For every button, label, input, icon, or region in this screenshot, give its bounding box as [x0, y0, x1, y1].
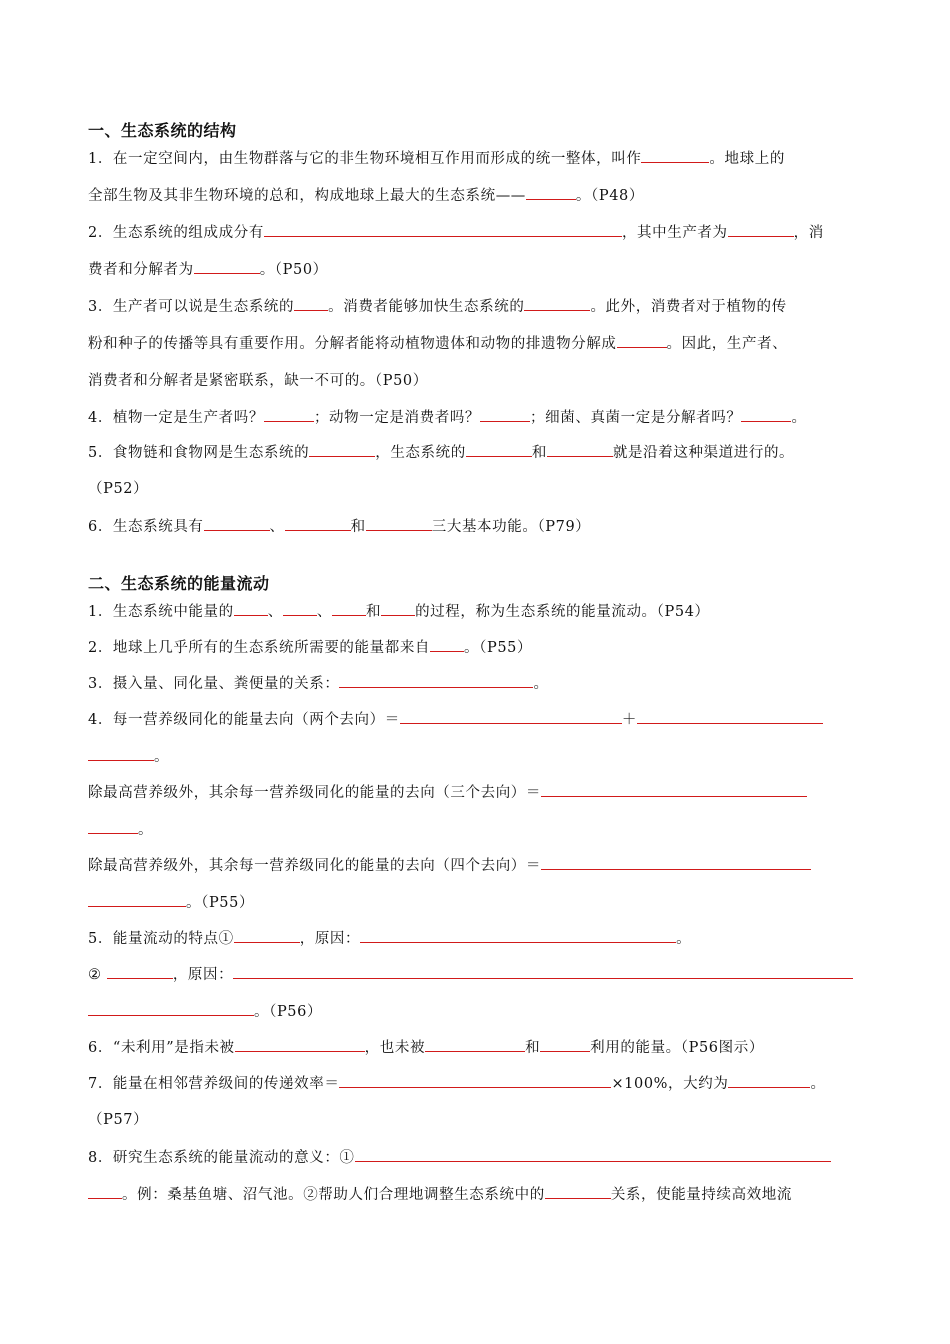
energy-item-8-line-1: 8．研究生态系统的能量流动的意义：① — [88, 1147, 864, 1168]
answer-blank[interactable] — [234, 601, 268, 616]
energy-item-2: 2．地球上几乎所有的生态系统所需要的能量都来自 。（P55） — [88, 637, 864, 658]
answer-blank[interactable] — [339, 1073, 611, 1088]
energy-item-4-line-2: 。 — [88, 746, 864, 767]
answer-blank[interactable] — [641, 148, 709, 163]
energy-item-3: 3．摄入量、同化量、粪便量的关系： 。 — [88, 673, 864, 694]
answer-blank[interactable] — [466, 442, 532, 457]
energy-item-5-line-1: 5．能量流动的特点① ，原因： 。 — [88, 928, 864, 949]
energy-item-5-line-3: 。（P56） — [88, 1001, 864, 1022]
answer-blank[interactable] — [204, 516, 270, 531]
energy-item-7-line-2: （P57） — [88, 1112, 149, 1128]
answer-blank[interactable] — [366, 516, 432, 531]
item-2-line-1: 2．生态系统的组成成分有 ，其中生产者为 ，消 — [88, 222, 864, 243]
answer-blank[interactable] — [430, 637, 464, 652]
answer-blank[interactable] — [88, 819, 138, 834]
answer-blank[interactable] — [294, 296, 328, 311]
answer-blank[interactable] — [480, 407, 530, 422]
answer-blank[interactable] — [264, 222, 622, 237]
energy-item-6: 6．“未利用”是指未被 ，也未被 和 利用的能量。（P56图示） — [88, 1037, 864, 1058]
answer-blank[interactable] — [741, 407, 791, 422]
energy-item-4-line-4: 。 — [88, 819, 864, 840]
answer-blank[interactable] — [235, 1037, 365, 1052]
answer-blank[interactable] — [400, 709, 622, 724]
energy-item-5-line-2: ② ，原因： — [88, 964, 864, 985]
item-4: 4．植物一定是生产者吗？ ；动物一定是消费者吗？ ；细菌、真菌一定是分解者吗？ 。 — [88, 407, 864, 428]
item-3-line-3: 消费者和分解者是紧密联系，缺一不可的。（P50） — [88, 373, 428, 389]
item-1-line-1: 1．在一定空间内，由生物群落与它的非生物环境相互作用而形成的统一整体，叫作 。地球上的 — [88, 148, 864, 169]
answer-blank[interactable] — [88, 746, 154, 761]
section-heading-structure: 一、生态系统的结构 — [88, 121, 237, 140]
energy-item-1: 1．生态系统中能量的 、 、 和 的过程，称为生态系统的能量流动。（P54） — [88, 601, 864, 622]
item-3-line-1: 3．生产者可以说是生态系统的 。消费者能够加快生态系统的 。此外，消费者对于植物的传 — [88, 296, 864, 317]
answer-blank[interactable] — [285, 516, 351, 531]
answer-blank[interactable] — [541, 855, 811, 870]
answer-blank[interactable] — [360, 928, 676, 943]
answer-blank[interactable] — [547, 442, 613, 457]
answer-blank[interactable] — [728, 1073, 810, 1088]
item-2-line-2: 费者和分解者为 。（P50） — [88, 259, 864, 280]
answer-blank[interactable] — [233, 964, 853, 979]
answer-blank[interactable] — [194, 259, 260, 274]
answer-blank[interactable] — [339, 673, 533, 688]
answer-blank[interactable] — [541, 782, 807, 797]
answer-blank[interactable] — [264, 407, 314, 422]
answer-blank[interactable] — [234, 928, 300, 943]
answer-blank[interactable] — [355, 1147, 831, 1162]
answer-blank[interactable] — [88, 1184, 122, 1199]
answer-blank[interactable] — [425, 1037, 525, 1052]
section-heading-energy-flow: 二、生态系统的能量流动 — [88, 574, 270, 593]
answer-blank[interactable] — [283, 601, 317, 616]
energy-item-4-line-3: 除最高营养级外，其余每一营养级同化的能量的去向（三个去向）＝ — [88, 782, 864, 803]
answer-blank[interactable] — [728, 222, 794, 237]
answer-blank[interactable] — [88, 1001, 254, 1016]
energy-item-7-line-1: 7．能量在相邻营养级间的传递效率＝ ×100%，大约为 。 — [88, 1073, 864, 1094]
answer-blank[interactable] — [381, 601, 415, 616]
answer-blank[interactable] — [526, 185, 576, 200]
energy-item-4-line-6: 。（P55） — [88, 892, 864, 913]
energy-item-4-line-1: 4．每一营养级同化的能量去向（两个去向）＝ ＋ — [88, 709, 864, 730]
item-3-line-2: 粉和种子的传播等具有重要作用。分解者能将动植物遗体和动物的排遗物分解成 。因此，生产者、 — [88, 333, 864, 354]
answer-blank[interactable] — [332, 601, 366, 616]
answer-blank[interactable] — [617, 333, 667, 348]
answer-blank[interactable] — [540, 1037, 590, 1052]
answer-blank[interactable] — [309, 442, 375, 457]
item-5-line-1: 5．食物链和食物网是生态系统的 ，生态系统的 和 就是沿着这种渠道进行的。 — [88, 442, 864, 463]
energy-item-4-line-5: 除最高营养级外，其余每一营养级同化的能量的去向（四个去向）＝ — [88, 855, 864, 876]
item-5-line-2: （P52） — [88, 481, 149, 497]
item-1-line-2: 全部生物及其非生物环境的总和，构成地球上最大的生态系统—— 。（P48） — [88, 185, 864, 206]
answer-blank[interactable] — [524, 296, 590, 311]
answer-blank[interactable] — [545, 1184, 611, 1199]
answer-blank[interactable] — [107, 964, 173, 979]
answer-blank[interactable] — [637, 709, 823, 724]
energy-item-8-line-2: 。例：桑基鱼塘、沼气池。②帮助人们合理地调整生态系统中的 关系，使能量持续高效地流 — [88, 1184, 864, 1205]
answer-blank[interactable] — [88, 892, 186, 907]
item-6: 6．生态系统具有 、 和 三大基本功能。（P79） — [88, 516, 864, 537]
